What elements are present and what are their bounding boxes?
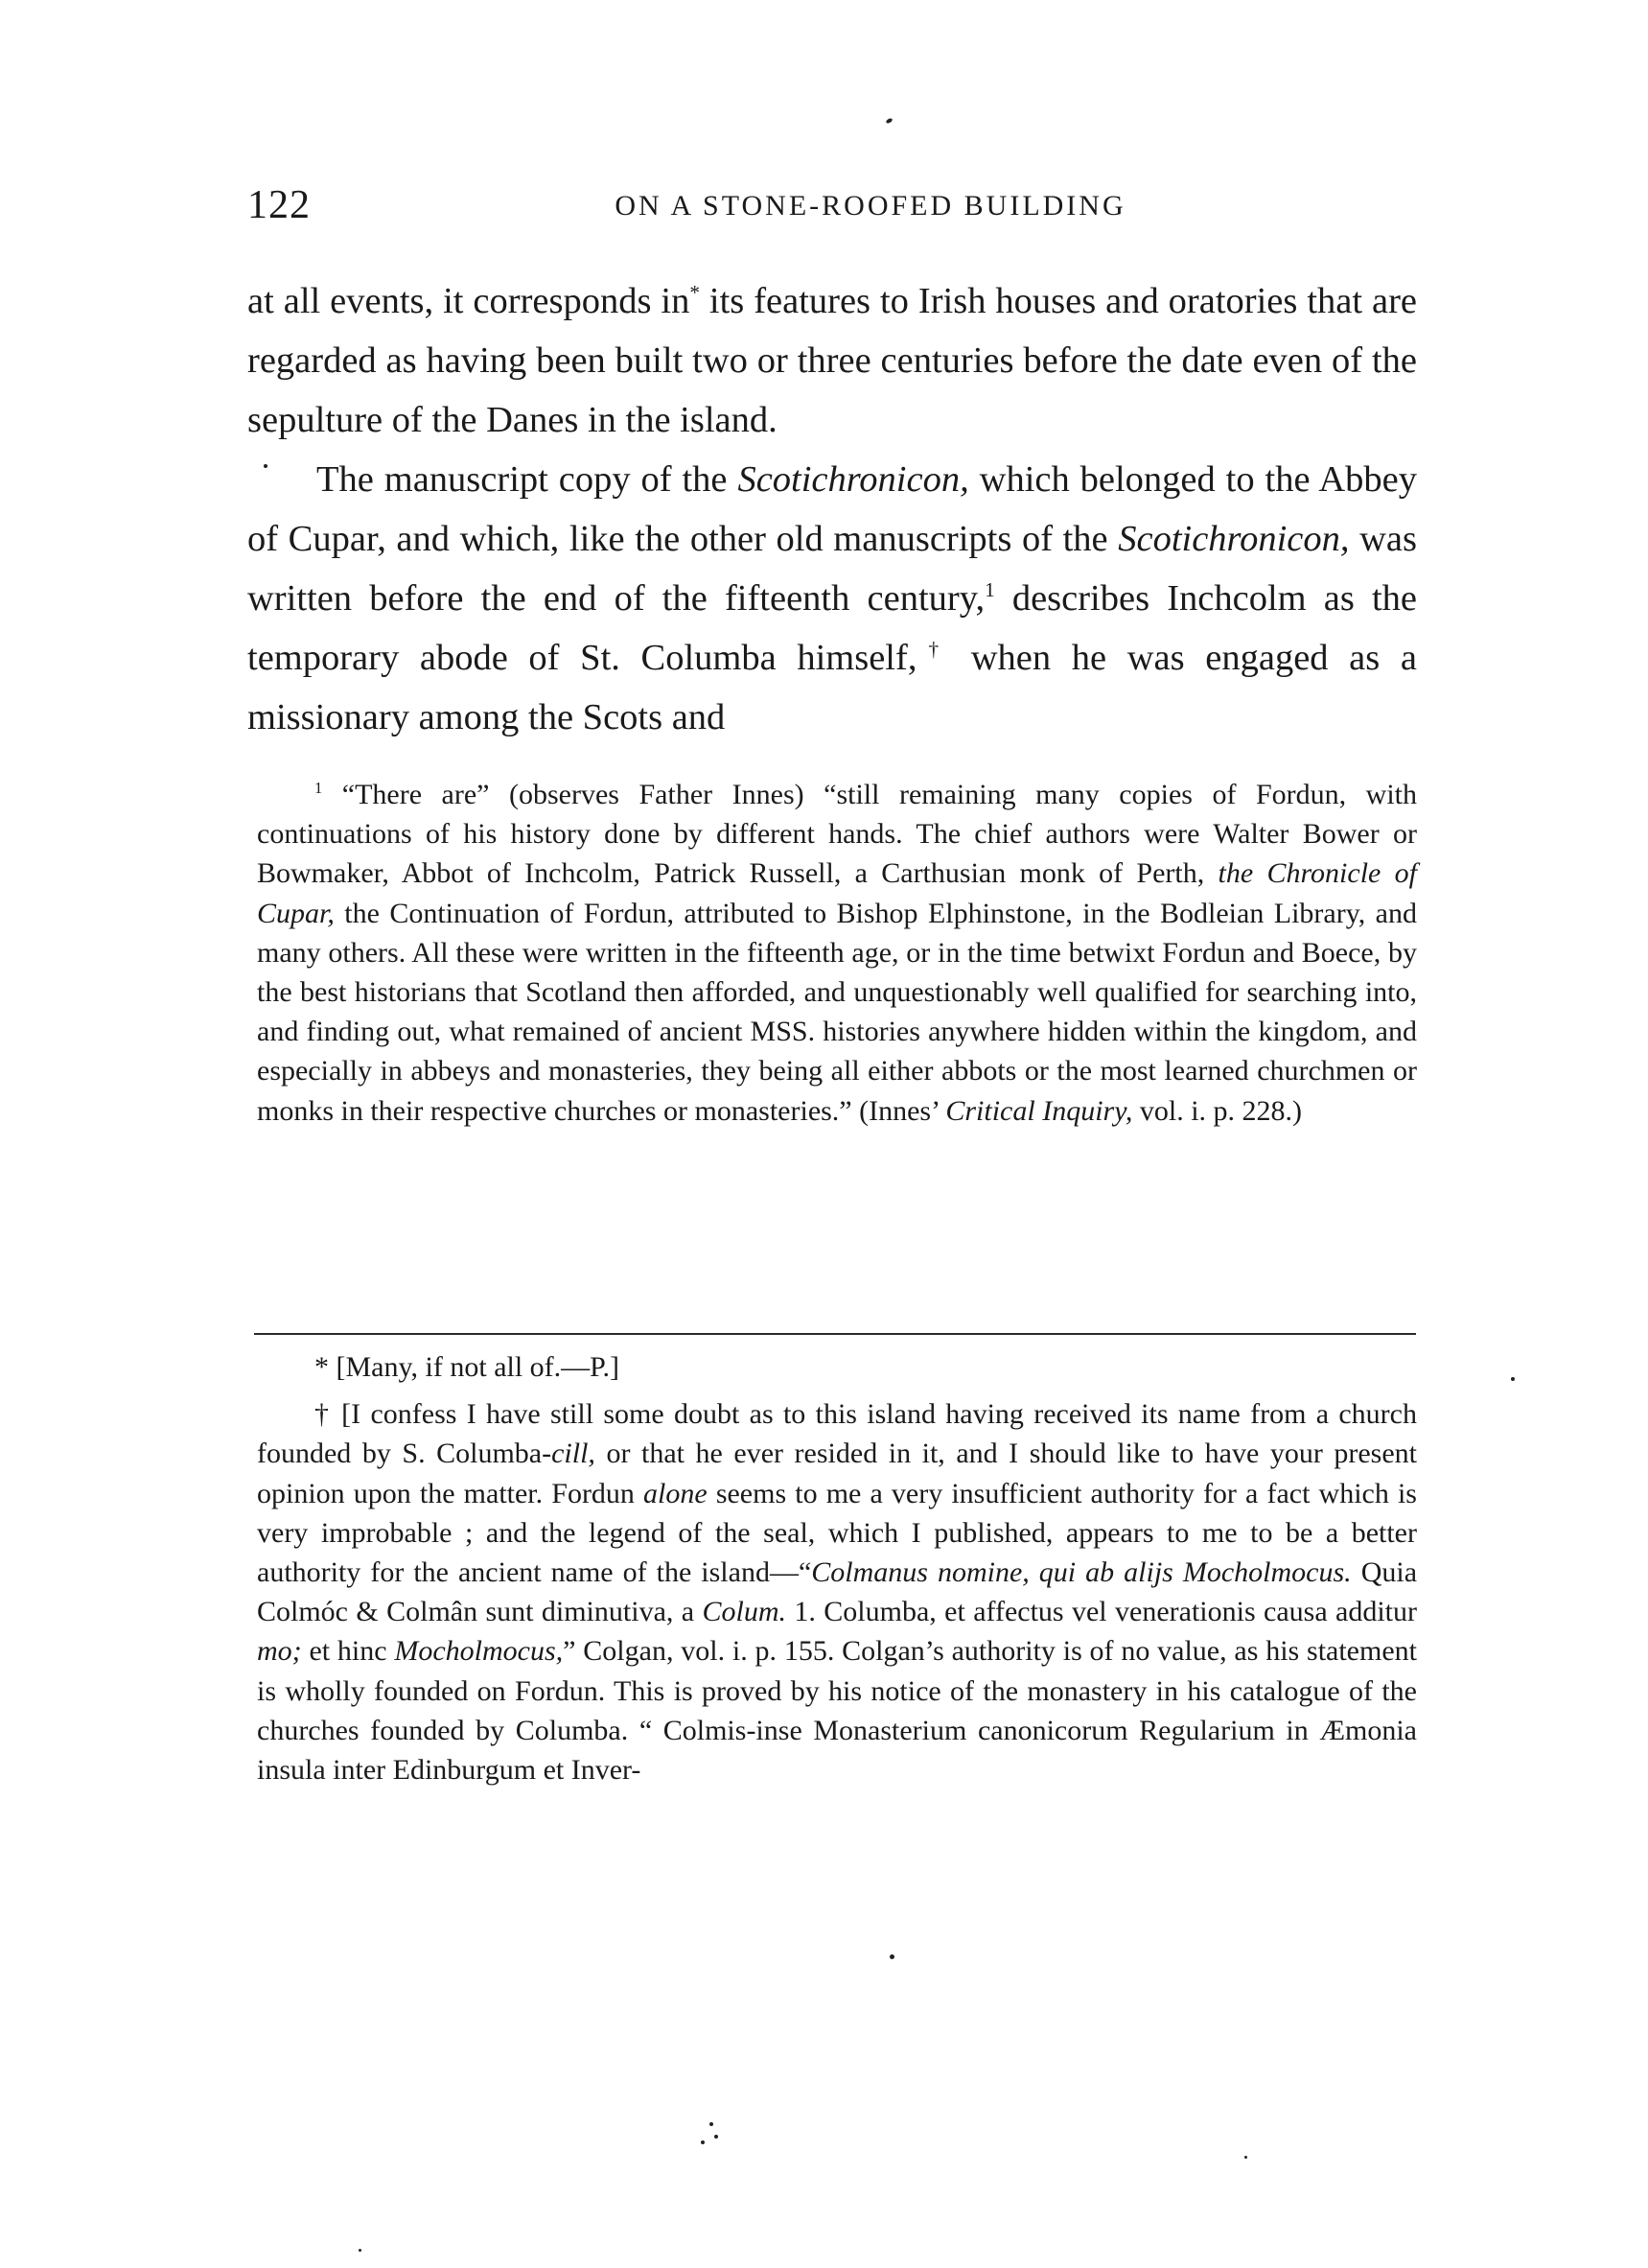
footnote-1: $^1$ “There are” (observes Father Innes) “still remaining many copies of Fordun, with continuations of his history done by different hands. The chief authors were Walter Bower or Bowmaker, Abbot of Inchcolm, Patrick Russell, a Carthusian monk of Perth, the Chronicle of Cupar, the Continuation of Fordun, attributed to Bishop Elphinstone, in the Bodleian Library, and many others. All these were written in the fifteenth age, or in the time betwixt Fordun and Boece, by the best historians that Scotland then afforded, and unquestionably well qualified for searching into, and finding out, what remained of ancient MSS. histories anywhere hidden within the kingdom, and especially in abbeys and monasteries, they being all either abbots or the most learned churchmen or monks in their respective churches or monasteries.” (Innes’ Critical Inquiry, vol. i. p. 228.) bbox=[257, 779, 1417, 1127]
paragraph-2: The manuscript copy of the Scotichronicon, which belonged to the Abbey of Cupar, and which, like the other old manuscripts of the Scotichronicon, was written before the end of the fifteenth century,$^1$ describes Inchcolm as the temporary abode of St. Columba himself,† when he was engaged as a missionary among the Scots and bbox=[247, 459, 1417, 737]
scan-speck bbox=[264, 464, 267, 468]
scan-speck bbox=[885, 118, 893, 125]
footnote-ref-dagger: † bbox=[917, 638, 951, 662]
scan-speck bbox=[359, 2249, 361, 2252]
scan-speck bbox=[714, 2135, 718, 2139]
scan-speck bbox=[1511, 1377, 1515, 1381]
scan-speck bbox=[701, 2140, 705, 2144]
footnote-dagger: † [I confess I have still some doubt as to this island having received its name from a church founded by S. Columba-cill, or that he ever resided in it, and I should like to have your present opinion upon the matter. Fordun alone seems to me a very insufficient authority for a fact which is very improbable ; and the legend of the seal, which I published, appears to me to be a better authority for the ancient name of the island—“Colmanus nomine, qui ab aliјs Mocholmocus. Quia Colmóc & Colmân sunt diminutiva, a Colum. 1. Columba, et affectus vel venerationis causa additur mo; et hinc Mocholmocus,” Colgan, vol. i. p. 155. Colgan’s authority is of no value, as his statement is wholly founded on Fordun. This is proved by his notice of the monastery in his catalogue of the churches founded by Columba. “ Colmis-inse Monasterium canonicorum Regularium in Æmonia insula inter Edinburgum et Inver- bbox=[257, 1398, 1418, 1787]
footnote-1-marker: 1 bbox=[314, 779, 323, 797]
scan-speck bbox=[1244, 2156, 1247, 2159]
running-title: ON A STONE-ROOFED BUILDING bbox=[615, 190, 1126, 222]
footnote-divider bbox=[254, 1333, 1416, 1335]
page-number: 122 bbox=[247, 183, 311, 227]
page-header bbox=[247, 182, 1417, 240]
footnote-ref-1: 1 bbox=[985, 578, 995, 602]
footnote-ref-star: * bbox=[689, 281, 700, 305]
scan-speck bbox=[890, 1954, 894, 1959]
main-text bbox=[247, 271, 1417, 747]
editor-footnotes bbox=[257, 1347, 1417, 1797]
paragraph-1: at all events, it corresponds in* its features to Irish houses and oratories that are regarded as having been built two or three centuries before the date even of the sepulture of the Danes in the island. bbox=[247, 281, 1417, 440]
scan-speck bbox=[709, 2122, 713, 2126]
footnote-star: * [Many, if not all of.—P.] bbox=[314, 1351, 620, 1383]
